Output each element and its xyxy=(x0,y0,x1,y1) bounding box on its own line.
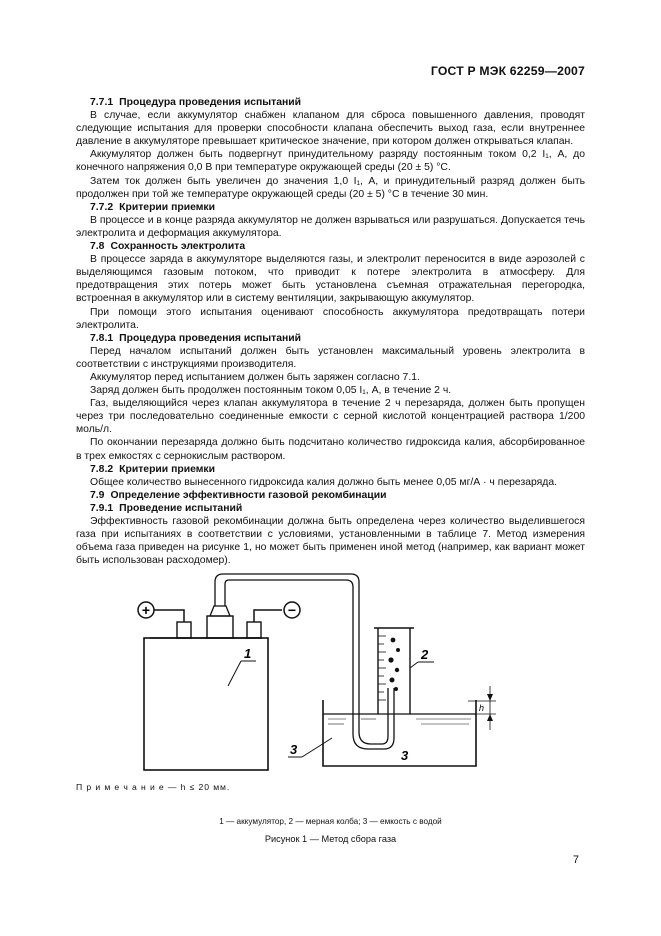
gas-collection-diagram xyxy=(76,568,585,778)
label-container-left: 3 xyxy=(290,742,298,757)
section-title: Критерии приемки xyxy=(119,201,216,213)
left-terminal xyxy=(177,622,191,638)
section-number: 7.9.1 xyxy=(90,502,114,514)
paragraph: В процессе и в конце разряда аккумулятор не должен взрываться или разрушаться. Допускается течь электролита и деформация аккумулятора. xyxy=(76,214,585,239)
section-title: Процедура проведения испытаний xyxy=(119,332,302,344)
gas-tube-inner xyxy=(225,580,394,749)
paragraph: Затем ток должен быть увеличен до значения 1,0 I₁, А, и принудительный разряд должен быть продолжен при той же температуре окружающей среды (20 ± 5) °С в течение 30 мин. xyxy=(76,175,585,200)
section-heading xyxy=(76,489,585,502)
section-title: Критерии приемки xyxy=(119,463,216,475)
plus-wire xyxy=(154,610,184,622)
section-title: Проведение испытаний xyxy=(119,502,243,514)
label-cylinder: 2 xyxy=(421,647,429,662)
section-number: 7.7.2 xyxy=(90,201,114,213)
section-heading xyxy=(76,463,585,476)
minus-sign: − xyxy=(287,602,297,618)
paragraph: В процессе заряда в аккумуляторе выделяются газы, и электролит переносится в виде аэрозолей с выделяющимся газовым потоком, что приводит к потере электролита в атмосферу. Для предотвращения этих потерь может быть установлена съемная отражательная перегородка, встроенная в аккумулятор или в систему вентиляции, закрывающую аккумулятор. xyxy=(76,254,585,305)
figure-caption: Рисунок 1 — Метод сбора газа xyxy=(264,834,397,844)
page-number: 7 xyxy=(572,854,579,866)
paragraph: В случае, если аккумулятор снабжен клапаном для сброса повышенного давления, проводят следующие испытания для проверки способности клапана обеспечить выход газа, если внутреннее давление в аккумуляторе превышает критическое значение, при котором должен открываться клапан. xyxy=(76,110,585,148)
section-number: 7.8.2 xyxy=(90,463,114,475)
section-number: 7.7.1 xyxy=(90,97,114,108)
gas-tube-outer xyxy=(215,574,388,744)
water-container xyxy=(323,700,476,766)
paragraph: По окончании перезаряда должно быть подсчитано количество гидроксида калия, абсорбированное в трех емкостях с сернокислым раствором. xyxy=(76,437,585,462)
right-terminal xyxy=(247,622,261,638)
label-battery: 1 xyxy=(244,646,252,661)
section-heading xyxy=(76,332,585,345)
figure-legend: 1 — аккумулятор, 2 — мерная колба; 3 — емкость с водой xyxy=(219,817,442,826)
paragraph: При помощи этого испытания оценивают способность аккумулятора предотвращать потери электролита. xyxy=(76,306,585,331)
label-h: h xyxy=(479,703,485,713)
section-heading xyxy=(76,240,585,253)
label-container-center: 3 xyxy=(401,748,409,763)
section-title: Процедура проведения испытаний xyxy=(119,97,302,108)
document-header: ГОСТ Р МЭК 62259—2007 xyxy=(430,64,585,78)
paragraph: Аккумулятор должен быть подвергнут принудительному разряду постоянным током 0,2 I₁, А, до конечного напряжения 0,0 В при температуре окружающей среды (20 ± 5) °С. xyxy=(76,149,585,174)
section-heading xyxy=(76,502,585,515)
figure-gas-collection xyxy=(76,568,585,778)
cylinder-graduations xyxy=(378,636,386,700)
document-body xyxy=(76,96,585,567)
paragraph: Газ, выделяющийся через клапан аккумулятора в течение 2 ч перезаряда, должен быть пропущен через три последовательно соединенные емкости с серной кислотой концентрацией раствора 1/200 моль/л. xyxy=(76,398,585,436)
paragraph: Перед началом испытаний должен быть установлен максимальный уровень электролита в соответствии с инструкциями производителя. xyxy=(76,345,585,370)
paragraph: Аккумулятор перед испытанием должен быть заряжен согласно 7.1. xyxy=(90,371,420,383)
section-heading xyxy=(76,201,585,214)
figure-note: П р и м е ч а н и е — h ≤ 20 мм. xyxy=(76,782,231,792)
section-number: 7.9 xyxy=(90,489,105,501)
battery-valve xyxy=(207,616,233,638)
section-number: 7.8 xyxy=(90,241,105,253)
section-title: Определение эффективности газовой рекомбинации xyxy=(110,489,387,501)
paragraph: Заряд должен быть продолжен постоянным током 0,05 I₁, А, в течение 2 ч. xyxy=(90,385,452,397)
minus-wire xyxy=(254,610,282,622)
section-number: 7.8.1 xyxy=(90,332,114,344)
gas-bubbles xyxy=(388,638,400,691)
section-heading xyxy=(76,96,585,109)
paragraph: Эффективность газовой рекомбинации должна быть определена через количество выделившегося газа при испытаниях в соответствии с условиями, установленными в таблице 7. Метод измерения объема газа приведен на рисунке 1, но может быть применен иной метод (например, как вариант может быть использован расходомер). xyxy=(76,516,585,567)
plus-sign: + xyxy=(141,602,151,618)
paragraph: Общее количество вынесенного гидроксида калия должно быть менее 0,05 мг/А · ч перезаряда. xyxy=(90,476,558,488)
section-title: Сохранность электролита xyxy=(110,241,246,253)
